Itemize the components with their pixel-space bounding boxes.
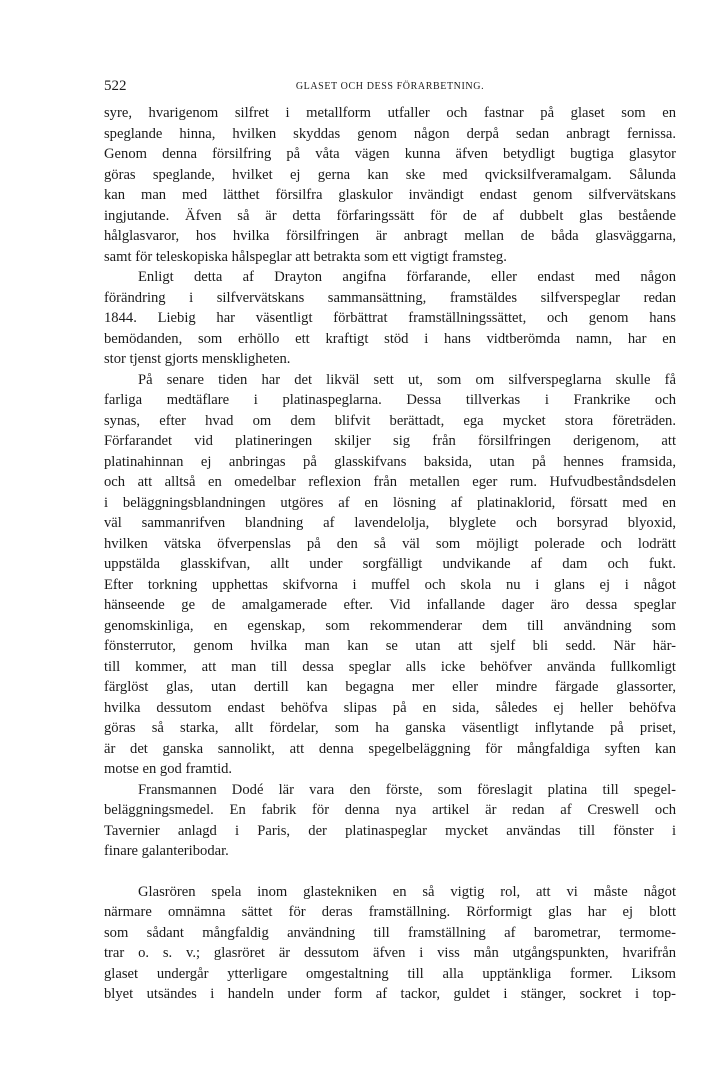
text-line: hänseende ge de amalgamerade efter. Vid infallande dager äro dessa speglar	[104, 597, 676, 613]
text-line: hvilka dessutom endast behöfva slipas på en sida, således ej heller behöfva	[104, 699, 676, 716]
text-line: hålglasvaror, hos hvilka försilfringen är anbragt mellan de båda glasväggarna,	[104, 228, 676, 244]
text-line: Enligt detta af Drayton angifna förfarande, eller endast med någon	[138, 269, 676, 285]
paragraph-silvering-continued	[104, 103, 676, 267]
text-line: finare galanteribodar.	[104, 843, 229, 859]
text-line: väl sammanrifven blandning af lavendelolja, blyglete och borsyrad blyoxid,	[104, 515, 676, 531]
text-line: och att alltså en omedelbar reflexion från metallen eger rum. Hufvudbeståndsdelen	[104, 474, 676, 490]
text-line: i beläggningsblandningen utgöres af en lösning af platinaklorid, försatt med en	[104, 494, 676, 511]
text-line: stor tjenst gjorts menskligheten.	[104, 351, 291, 367]
running-title: GLASET OCH DESS FÖRARBETNING.	[295, 81, 485, 92]
text-line: ingjutande. Äfven så är detta förfaringssätt för de af dubbelt glas bestående	[104, 207, 676, 224]
text-line: glaset undergår ytterligare omgestaltning till alla upptänkliga former. Liksom	[104, 965, 676, 982]
text-line: färglöst glas, utan dertill kan begagna mer eller mindre färgade glassorter,	[104, 679, 676, 695]
paragraph-glass-tubes	[104, 882, 676, 1005]
text-line: 1844. Liebig har väsentligt förbättrat framställningssättet, och genom hans	[104, 310, 676, 326]
paragraph-dode	[104, 780, 676, 862]
text-line: göras så starka, allt fördelar, som ha ganska väsentligt inflytande på priset,	[104, 720, 676, 736]
text-line: blyet utsändes i handeln under form af tackor, guldet i stänger, sockret i top-	[104, 986, 676, 1002]
text-line: som sådant mångfaldig användning till framställning af barometrar, termome-	[104, 924, 676, 941]
text-line: synas, efter hvad om dem blifvit berättadt, ega mycket stora företräden.	[104, 412, 676, 429]
text-line: platinahinnan ej anbringas på glasskifvans baksida, utan på hennes framsida,	[104, 453, 676, 470]
paragraph-platinum-mirrors	[104, 370, 676, 780]
text-line: trar o. s. v.; glasröret är dessutom äfven i viss mån utgångspunkten, hvarifrån	[104, 945, 676, 961]
section-gap	[104, 862, 676, 882]
text-line: Fransmannen Dodé lär vara den förste, som föreslagit platina till spegel-	[138, 781, 676, 798]
text-line: hvilken vätska öfverpenslas på den så väl som möjligt polerade och lodrätt	[104, 535, 676, 552]
page-number: 522	[104, 78, 127, 94]
text-line: till kommer, att man till dessa speglar alls icke behöfver använda fullkomligt	[104, 658, 676, 675]
text-line: samt för teleskopiska hålspeglar att betrakta som ett vigtigt framsteg.	[104, 248, 507, 265]
text-line: speglande hinna, hvilken skyddas genom någon derpå sedan anbragt fernissa.	[104, 125, 676, 142]
text-line: farliga medtäflare i platinaspeglarna. Dessa tillverkas i Frankrike och	[104, 392, 676, 408]
text-line: Tavernier anlagd i Paris, der platinaspeglar mycket användas till fönster i	[104, 822, 676, 839]
text-line: bemödanden, som erhöllo ett kraftigt stöd i hans vidtberömda namn, har en	[104, 330, 676, 347]
text-line: närmare omnämna sättet för deras framställning. Rörformigt glas har ej blott	[104, 904, 676, 920]
page-body	[104, 103, 676, 1005]
text-line: kan man med lätthet försilfra glaskulor invändigt endast genom silfvervätskans	[104, 187, 676, 203]
paragraph-drayton-liebig	[104, 267, 676, 370]
text-line: är det ganska sannolikt, att denna spegelbeläggning för mångfaldiga syften kan	[104, 740, 676, 757]
text-line: uppstälda glasskifvan, allt under sorgfälligt undvikande af dam och fukt.	[104, 556, 676, 572]
text-line: Genom denna försilfring på våta vägen kunna äfven betydligt bugtiga glasytor	[104, 146, 676, 162]
text-line: beläggningsmedel. En fabrik för denna nya artikel är redan af Creswell och	[104, 802, 676, 818]
text-line: genomskinliga, en egenskap, som rekommenderar dem till användning som	[104, 617, 676, 634]
text-line: fönsterrutor, genom hvilka man kan se utan att sjelf bli sedd. När här-	[104, 638, 676, 654]
text-line: göras speglande, hvilket ej gerna kan ske med qvicksilfveramalgam. Sålunda	[104, 166, 676, 183]
page-header	[104, 78, 676, 98]
text-line: Efter torkning upphettas skifvorna i muffel och skola nu i glans ej i något	[104, 576, 676, 593]
text-line: syre, hvarigenom silfret i metallform utfaller och fastnar på glaset som en	[104, 105, 676, 121]
text-line: motse en god framtid.	[104, 761, 233, 777]
text-line: På senare tiden har det likväl sett ut, som om silfverspeglarna skulle få	[138, 371, 676, 388]
text-line: Glasrören spela inom glastekniken en så vigtig rol, att vi måste något	[138, 883, 676, 900]
text-line: Förfarandet vid platineringen skiljer sig från försilfringen derigenom, att	[104, 433, 676, 449]
text-line: förändring i silfvervätskans sammansättning, framstäldes silfverspeglar redan	[104, 289, 676, 306]
